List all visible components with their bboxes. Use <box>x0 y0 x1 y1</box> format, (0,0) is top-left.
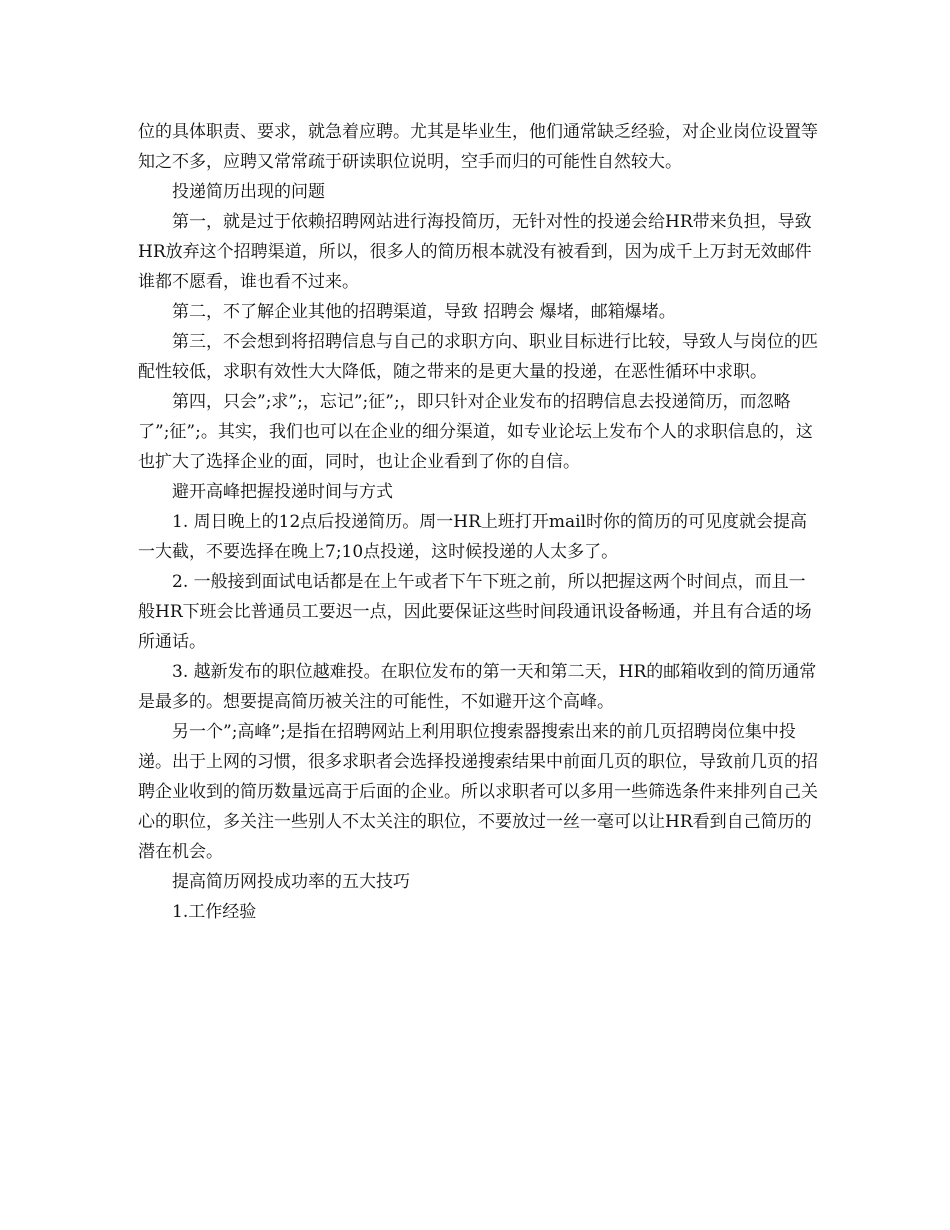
list-item-2: 2. 一般接到面试电话都是在上午或者下午下班之前，所以把握这两个时间点，而且一般HR下班会比普通员工要迟一点，因此要保证这些时间段通讯设备畅通，并且有合适的场所通话。 <box>138 572 812 652</box>
paragraph-second-point: 第二，不了解企业其他的招聘渠道，导致 招聘会 爆堵，邮箱爆堵。 <box>172 302 676 322</box>
sub-heading-work-experience: 1.工作经验 <box>172 902 257 922</box>
list-item-1: 1. 周日晚上的12点后投递简历。周一HR上班打开mail时你的简历的可见度就会提高一大截，不要选择在晚上7;10点投递，这时候投递的人太多了。 <box>138 512 808 562</box>
list-item-3: 3. 越新发布的职位越难投。在职位发布的第一天和第二天，HR的邮箱收到的简历通常是最多的。想要提高简历被关注的可能性，不如避开这个高峰。 <box>138 662 817 712</box>
paragraph-third-point: 第三，不会想到将招聘信息与自己的求职方向、职业目标进行比较，导致人与岗位的匹配性较低，求职有效性大大降低，随之带来的是更大量的投递，在恶性循环中求职。 <box>138 332 818 382</box>
section-heading-resume-problems: 投递简历出现的问题 <box>172 182 325 202</box>
paragraph-fourth-point: 第四，只会”;求”;，忘记”;征”;，即只针对企业发布的招聘信息去投递简历，而忽略了”;征”;。其实，我们也可以在企业的细分渠道，如专业论坛上发布个人的求职信息的，这也扩大了选择企业的面，同时，也让企业看到了你的自信。 <box>138 392 813 472</box>
paragraph-another-peak: 另一个”;高峰”;是指在招聘网站上利用职位搜索器搜索出来的前几页招聘岗位集中投递。出于上网的习惯，很多求职者会选择投递搜索结果中前面几页的职位，导致前几页的招聘企业收到的简历数量远高于后面的企业。所以求职者可以多用一些筛选条件来排列自己关心的职位，多关注一些别人不太关注的职位，不要放过一丝一毫可以让HR看到自己简历的潜在机会。 <box>138 722 818 862</box>
paragraph-continuation: 位的具体职责、要求，就急着应聘。尤其是毕业生，他们通常缺乏经验，对企业岗位设置等知之不多，应聘又常常疏于研读职位说明，空手而归的可能性自然较大。 <box>138 122 818 172</box>
document-body <box>138 117 818 927</box>
section-heading-five-tips: 提高简历网投成功率的五大技巧 <box>172 872 410 892</box>
paragraph-first-point: 第一，就是过于依赖招聘网站进行海投简历，无针对性的投递会给HR带来负担，导致HR放弃这个招聘渠道，所以，很多人的简历根本就没有被看到，因为成千上万封无效邮件谁都不愿看，谁也看不过来。 <box>138 212 812 292</box>
section-heading-timing: 避开高峰把握投递时间与方式 <box>172 482 393 502</box>
